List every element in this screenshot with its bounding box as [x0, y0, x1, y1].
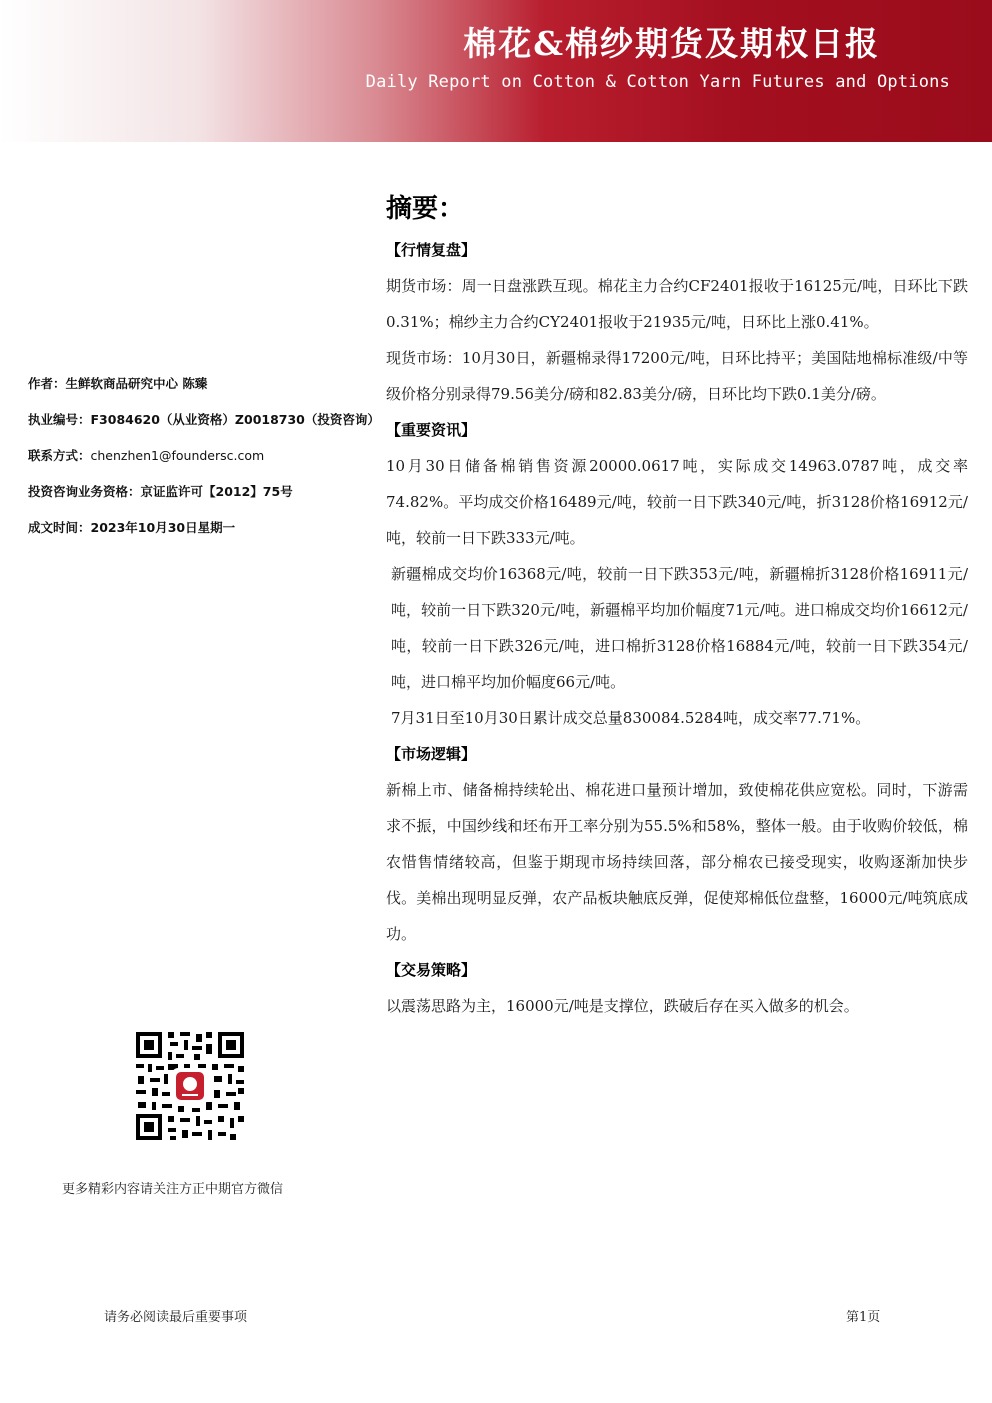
paragraph-futures-market: 期货市场：周一日盘涨跌互现。棉花主力合约CF2401报收于16125元/吨，日环比下跌0.31%；棉纱主力合约CY2401报收于21935元/吨，日环比上涨0.41%。: [386, 277, 968, 331]
contact-row: [28, 438, 368, 474]
license-label: 执业编号：: [28, 412, 91, 427]
author-row: [28, 366, 368, 402]
contact-email[interactable]: chenzhen1@foundersc.com: [90, 448, 265, 463]
summary-title: 摘要：: [386, 194, 465, 224]
contact-label: 联系方式：: [28, 448, 91, 463]
section-heading-trading-strategy: 【交易策略】: [386, 961, 477, 979]
license-row: [28, 402, 380, 438]
paragraph-trading-strategy: 以震荡思路为主，16000元/吨是支撑位，跌破后存在买入做多的机会。: [386, 997, 859, 1015]
wechat-qr-code: [134, 1030, 246, 1142]
author-value: 生鲜软商品研究中心 陈臻: [65, 376, 208, 391]
report-title: 棉花&棉纱期货及期权日报: [463, 24, 880, 63]
report-subtitle: Daily Report on Cotton & Cotton Yarn Futures and Options: [365, 72, 950, 92]
qualification-value: 京证监许可【2012】75号: [140, 484, 293, 499]
summary-content: [386, 232, 968, 1024]
paragraph-cumulative-volume: 7月31日至10月30日累计成交总量830084.5284吨，成交率77.71%。: [391, 709, 871, 727]
paragraph-market-logic: 新棉上市、储备棉持续轮出、棉花进口量预计增加，致使棉花供应宽松。同时，下游需求不振，中国纱线和坯布开工率分别为55.5%和58%，整体一般。由于收购价较低，棉农惜售情绪较高，但鉴于期现市场持续回落，部分棉农已接受现实，收购逐渐加快步伐。美棉出现明显反弹，农产品板块触底反弹，促使郑棉低位盘整，16000元/吨筑底成功。: [386, 781, 968, 943]
author-label: 作者：: [28, 376, 66, 391]
paragraph-xinjiang-imported: 新疆棉成交均价16368元/吨，较前一日下跌353元/吨，新疆棉折3128价格16911元/吨，较前一日下跌320元/吨，新疆棉平均加价幅度71元/吨。进口棉成交均价16612元/吨，较前一日下跌326元/吨，进口棉折3128价格16884元/吨，较前一日下跌354元/吨，进口棉平均加价幅度66元/吨。: [391, 565, 968, 691]
page-number: 第1页: [846, 1310, 881, 1325]
footer-notice: 请务必阅读最后重要事项: [104, 1310, 248, 1325]
date-row: [28, 510, 368, 546]
section-heading-key-news: 【重要资讯】: [386, 421, 477, 439]
section-heading-market-logic: 【市场逻辑】: [386, 745, 477, 763]
license-value: F3084620（从业资格）Z0018730（投资咨询）: [90, 412, 380, 427]
paragraph-reserve-sales: 10月30日储备棉销售资源20000.0617吨，实际成交14963.0787吨，成交率74.82%。平均成交价格16489元/吨，较前一日下跌340元/吨，折3128价格16912元/吨，较前一日下跌333元/吨。: [386, 457, 968, 547]
qr-caption: 更多精彩内容请关注方正中期官方微信: [62, 1182, 284, 1197]
date-label: 成文时间：: [28, 520, 91, 535]
qualification-label: 投资咨询业务资格：: [28, 484, 141, 499]
author-info: [28, 366, 380, 546]
qualification-row: [28, 474, 368, 510]
header-banner: [0, 0, 992, 142]
paragraph-spot-market: 现货市场：10月30日，新疆棉录得17200元/吨，日环比持平；美国陆地棉标准级/中等级价格分别录得79.56美分/磅和82.83美分/磅，日环比均下跌0.1美分/磅。: [386, 349, 968, 403]
date-value: 2023年10月30日星期一: [90, 520, 236, 535]
section-heading-market-review: 【行情复盘】: [386, 241, 477, 259]
